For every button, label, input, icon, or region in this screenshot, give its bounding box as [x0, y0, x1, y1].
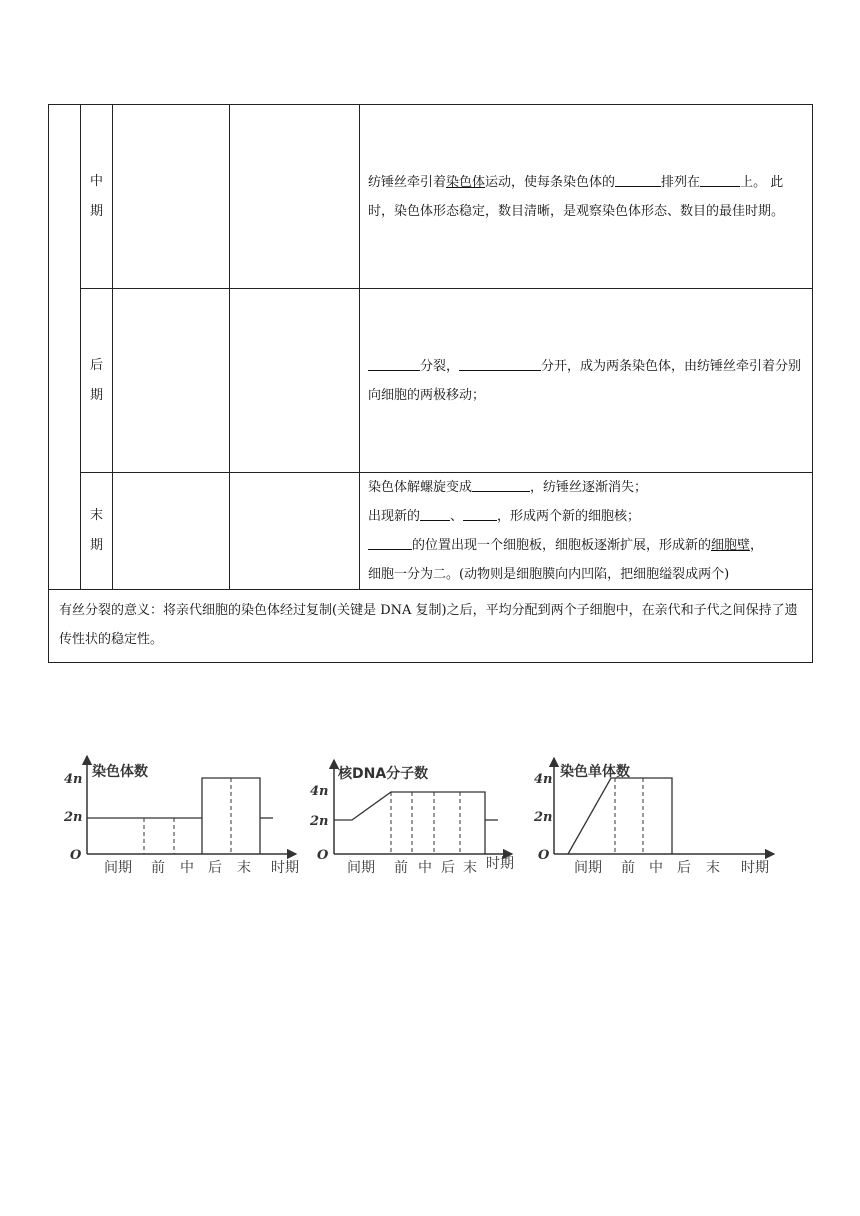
image-cell: [230, 105, 360, 289]
x-tick-label: 末: [463, 860, 477, 876]
x-tick-label: 末: [237, 860, 251, 876]
x-tick-label: 中: [649, 860, 663, 876]
phase-label-anaphase: 后 期: [81, 289, 113, 473]
outer-stage-cell: [49, 105, 81, 590]
answer-blank[interactable]: [472, 477, 530, 492]
answer-blank[interactable]: [615, 172, 661, 187]
answer-blank[interactable]: [368, 356, 420, 371]
mitosis-table: [48, 104, 813, 663]
x-tick-label: 间期: [104, 860, 132, 876]
x-axis-label: 时期: [271, 860, 299, 876]
x-tick-label: 间期: [574, 860, 602, 876]
answer-blank[interactable]: [459, 356, 541, 371]
y-tick-label: 2n: [534, 810, 553, 825]
x-tick-label: 前: [621, 860, 635, 876]
x-tick-label: 后: [441, 860, 455, 876]
chromosome-count-chart: [63, 756, 299, 876]
origin-label: O: [317, 848, 329, 863]
x-axis-label: 时期: [486, 856, 514, 872]
telophase-description: 染色体解螺旋变成 ，纺锤丝逐渐消失； 出现新的 、 ，形成两个新的细胞核； 的位置出现一个细胞板，细胞板逐渐扩展，形成新的细胞壁， 细胞一分为二。(动物则是细胞膜向内凹陷，把细胞缢裂成两个): [360, 473, 813, 590]
series-line: [334, 792, 485, 854]
phase-label-telophase: 末 期: [81, 473, 113, 590]
series-line: [568, 778, 672, 854]
x-tick-label: 前: [151, 860, 165, 876]
mitosis-significance: 有丝分裂的意义：将亲代细胞的染色体经过复制(关键是 DNA 复制)之后，平均分配到两个子细胞中，在亲代和子代之间保持了遗传性状的稳定性。: [49, 590, 813, 663]
origin-label: O: [70, 848, 82, 863]
x-tick-label: 间期: [347, 860, 375, 876]
answer-blank[interactable]: [368, 535, 412, 550]
y-tick-label: 4n: [534, 772, 553, 787]
y-tick-label: 4n: [310, 784, 329, 799]
y-tick-label: 2n: [64, 810, 83, 825]
image-cell: [230, 289, 360, 473]
dna-count-chart: [309, 760, 514, 876]
x-axis-label: 时期: [741, 860, 769, 876]
image-cell: [113, 473, 230, 590]
chart-title: 染色体数: [92, 764, 148, 780]
image-cell: [113, 105, 230, 289]
x-tick-label: 中: [180, 860, 194, 876]
answer-blank[interactable]: [700, 172, 740, 187]
x-tick-label: 后: [208, 860, 222, 876]
metaphase-description: 纺锤丝牵引着染色体运动，使每条染色体的 排列在 上。 此时，染色体形态稳定，数目清晰，是观察染色体形态、数目的最佳时期。: [360, 105, 813, 289]
x-tick-label: 末: [706, 860, 720, 876]
phase-label-metaphase: 中 期: [81, 105, 113, 289]
answer-blank[interactable]: [463, 506, 497, 521]
origin-label: O: [538, 848, 550, 863]
x-tick-label: 后: [677, 860, 691, 876]
y-tick-label: 4n: [64, 772, 83, 787]
image-cell: [230, 473, 360, 590]
y-tick-label: 2n: [310, 814, 329, 829]
chart-title: 染色单体数: [560, 764, 630, 780]
chromatid-count-chart: [533, 758, 774, 876]
x-tick-label: 前: [394, 860, 408, 876]
x-tick-label: 中: [418, 860, 432, 876]
answer-blank[interactable]: [420, 506, 450, 521]
image-cell: [113, 289, 230, 473]
mitosis-charts: [60, 752, 790, 882]
chart-title: 核DNA分子数: [338, 766, 429, 782]
anaphase-description: 分裂， 分开，成为两条染色体，由纺锤丝牵引着分别向细胞的两极移动；: [360, 289, 813, 473]
